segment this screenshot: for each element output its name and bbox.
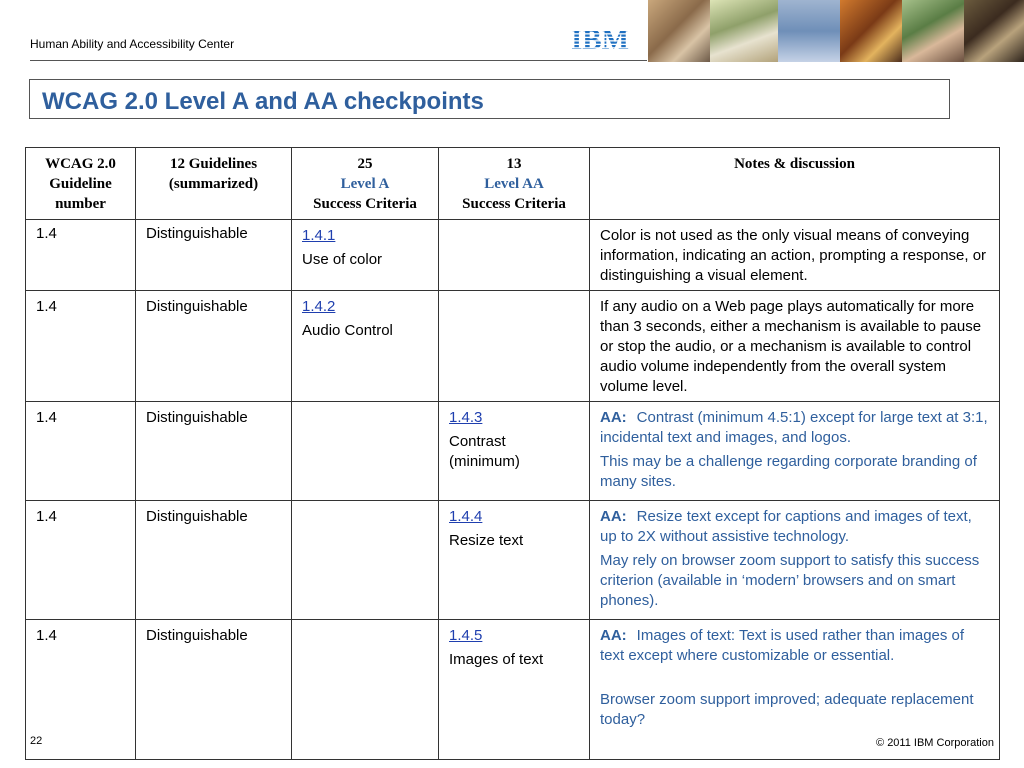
header-level-aa: 13 Level AA Success Criteria [439,148,590,220]
note-discussion: This may be a challenge regarding corporate branding of many sites. [600,453,977,490]
ibm-logo-text: IBM [571,24,629,52]
sc-link-1-4-4[interactable]: 1.4.4 [449,508,483,525]
table-row [26,501,1000,620]
photo-elderly-person [964,0,1024,62]
level-a-cell [292,291,439,402]
guideline-number-cell: 1.4 [26,620,136,760]
notes-cell: If any audio on a Web page plays automatically for more than 3 seconds, either a mechanism is available to pause or stop the audio, or a mechanism is available to control audio volume independently from the overall system volume level. [590,291,1000,402]
guideline-name-cell: Distinguishable [136,501,292,620]
level-a-cell [292,402,439,501]
table-row [26,220,1000,291]
level-aa-cell [439,402,590,501]
sc-link-1-4-2[interactable]: 1.4.2 [302,298,336,315]
header-rule [30,60,647,61]
level-a-cell [292,620,439,760]
photo-athlete [840,0,902,62]
guideline-number-cell: 1.4 [26,501,136,620]
photo-people-group [648,0,710,62]
sc-name: Use of color [302,251,383,268]
level-a-cell [292,220,439,291]
photo-elderly-man [710,0,778,62]
note-discussion: May rely on browser zoom support to satisfy this success criterion (available in ‘modern’ browsers and on smart phones). [600,552,980,609]
header-notes: Notes & discussion [590,148,1000,220]
guideline-number-cell: 1.4 [26,291,136,402]
level-aa-cell [439,220,590,291]
table-row [26,620,1000,760]
sc-link-1-4-3[interactable]: 1.4.3 [449,409,483,426]
level-aa-cell [439,291,590,402]
photo-woman [902,0,964,62]
guideline-name-cell: Distinguishable [136,220,292,291]
level-aa-cell [439,501,590,620]
level-aa-cell [439,620,590,760]
notes-cell [590,501,1000,620]
table-row [26,402,1000,501]
header-level-a: 25 Level A Success Criteria [292,148,439,220]
checkpoints-table [25,147,1000,760]
sc-name: Images of text [449,651,544,668]
ibm-logo [566,24,634,52]
header-guideline-number: WCAG 2.0 Guideline number [26,148,136,220]
aa-tag: AA: [600,627,627,644]
title-box [29,79,950,119]
note-text: Images of text: Text is used rather than images of text except where customizable or essential. [600,627,965,664]
notes-cell [590,402,1000,501]
sc-name: Contrast (minimum) [449,433,520,470]
level-a-cell [292,501,439,620]
guideline-number-cell: 1.4 [26,402,136,501]
guideline-name-cell: Distinguishable [136,402,292,501]
note-text: Contrast (minimum 4.5:1) except for large text at 3:1, incidental text and images, and logos. [600,409,988,446]
table-row [26,291,1000,402]
note-text: Resize text except for captions and images of text, up to 2X without assistive technology. [600,508,972,545]
header-guidelines: 12 Guidelines (summarized) [136,148,292,220]
photo-strip [648,0,1024,62]
page-title: WCAG 2.0 Level A and AA checkpoints [42,88,484,115]
notes-cell: Color is not used as the only visual means of conveying information, indicating an action, prompting a response, or distinguishing a visual element. [590,220,1000,291]
photo-abstract-blue [778,0,840,62]
table-header-row [26,148,1000,220]
page-number: 22 [30,735,43,747]
aa-tag: AA: [600,409,627,426]
guideline-name-cell: Distinguishable [136,291,292,402]
guideline-number-cell: 1.4 [26,220,136,291]
sc-link-1-4-1[interactable]: 1.4.1 [302,227,336,244]
sc-link-1-4-5[interactable]: 1.4.5 [449,627,483,644]
aa-tag: AA: [600,508,627,525]
copyright: © 2011 IBM Corporation [876,737,994,749]
sc-name: Audio Control [302,322,393,339]
header-org-text: Human Ability and Accessibility Center [30,37,235,51]
sc-name: Resize text [449,532,524,549]
guideline-name-cell: Distinguishable [136,620,292,760]
note-discussion: Browser zoom support improved; adequate replacement today? [600,691,974,728]
